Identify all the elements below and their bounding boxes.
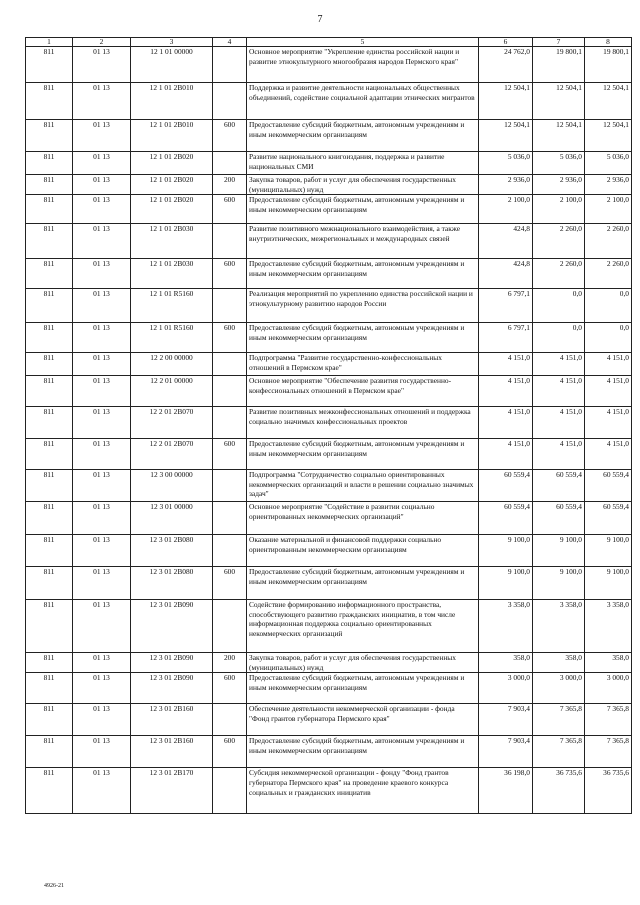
cell-amount-year2: 12 504,1 <box>533 83 585 120</box>
cell-expense-type: 600 <box>213 439 247 470</box>
cell-target-article: 12 1 01 2B010 <box>131 83 213 120</box>
cell-department-code: 811 <box>26 502 73 535</box>
cell-section-code: 01 13 <box>73 120 131 152</box>
cell-amount-year3: 0,0 <box>585 323 632 353</box>
cell-expense-type <box>213 376 247 407</box>
cell-section-code: 01 13 <box>73 323 131 353</box>
cell-section-code: 01 13 <box>73 439 131 470</box>
cell-amount-year3: 358,0 <box>585 653 632 673</box>
cell-amount-year1: 3 000,0 <box>479 673 533 704</box>
cell-target-article: 12 1 01 R5160 <box>131 289 213 323</box>
cell-amount-year2: 2 260,0 <box>533 224 585 259</box>
cell-amount-year1: 4 151,0 <box>479 407 533 439</box>
cell-amount-year2: 4 151,0 <box>533 439 585 470</box>
cell-section-code: 01 13 <box>73 376 131 407</box>
cell-expense-type <box>213 353 247 376</box>
column-header: 6 <box>479 38 533 47</box>
table-row <box>26 470 632 502</box>
cell-expense-type: 600 <box>213 259 247 289</box>
cell-description: Подпрограмма "Развитие государственно-конфессиональных отношений в Пермском крае" <box>247 353 479 376</box>
cell-section-code: 01 13 <box>73 224 131 259</box>
cell-section-code: 01 13 <box>73 567 131 600</box>
cell-department-code: 811 <box>26 83 73 120</box>
cell-department-code: 811 <box>26 653 73 673</box>
cell-expense-type <box>213 768 247 814</box>
cell-amount-year2: 2 936,0 <box>533 175 585 195</box>
cell-target-article: 12 2 01 2B070 <box>131 407 213 439</box>
cell-section-code: 01 13 <box>73 502 131 535</box>
cell-amount-year3: 4 151,0 <box>585 407 632 439</box>
cell-target-article: 12 1 01 2B020 <box>131 175 213 195</box>
cell-target-article: 12 3 01 2B090 <box>131 673 213 704</box>
column-header: 3 <box>131 38 213 47</box>
cell-amount-year3: 60 559,4 <box>585 502 632 535</box>
cell-expense-type <box>213 224 247 259</box>
cell-target-article: 12 3 01 2B080 <box>131 535 213 567</box>
cell-amount-year1: 9 100,0 <box>479 567 533 600</box>
cell-amount-year3: 2 100,0 <box>585 195 632 224</box>
table-row <box>26 259 632 289</box>
cell-description: Основное мероприятие "Укрепление единства российской нации и развитие этнокультурного многообразия народов Пермского края" <box>247 47 479 83</box>
table-row <box>26 152 632 175</box>
cell-amount-year1: 3 358,0 <box>479 600 533 653</box>
cell-amount-year2: 0,0 <box>533 289 585 323</box>
cell-amount-year2: 0,0 <box>533 323 585 353</box>
cell-target-article: 12 2 01 2B070 <box>131 439 213 470</box>
cell-description: Развитие позитивных межконфессиональных отношений и поддержка социально значимых конфессиональных проектов <box>247 407 479 439</box>
cell-department-code: 811 <box>26 224 73 259</box>
cell-amount-year2: 358,0 <box>533 653 585 673</box>
cell-amount-year2: 9 100,0 <box>533 567 585 600</box>
cell-description: Предоставление субсидий бюджетным, автономным учреждениям и иным некоммерческим организациям <box>247 673 479 704</box>
cell-section-code: 01 13 <box>73 353 131 376</box>
table-row <box>26 289 632 323</box>
cell-amount-year3: 19 800,1 <box>585 47 632 83</box>
page-number: 7 <box>317 14 323 25</box>
cell-department-code: 811 <box>26 673 73 704</box>
cell-description: Развитие позитивного межнационального взаимодействия, а также внутриэтнических, межрегиональных и международных связей <box>247 224 479 259</box>
cell-target-article: 12 1 01 R5160 <box>131 323 213 353</box>
cell-amount-year1: 5 036,0 <box>479 152 533 175</box>
cell-description: Субсидия некоммерческой организации - фонду "Фонд грантов губернатора Пермского края" на проведение краевого конкурса социальных и гражданских инициатив <box>247 768 479 814</box>
cell-section-code: 01 13 <box>73 600 131 653</box>
table-row <box>26 502 632 535</box>
table-row <box>26 224 632 259</box>
cell-target-article: 12 1 01 2B030 <box>131 224 213 259</box>
header-row <box>26 38 632 47</box>
cell-expense-type: 600 <box>213 323 247 353</box>
cell-target-article: 12 3 01 2B170 <box>131 768 213 814</box>
cell-description: Закупка товаров, работ и услуг для обеспечения государственных (муниципальных) нужд <box>247 175 479 195</box>
cell-section-code: 01 13 <box>73 535 131 567</box>
cell-expense-type: 600 <box>213 195 247 224</box>
cell-department-code: 811 <box>26 152 73 175</box>
cell-description: Реализация мероприятий по укреплению единства российской нации и этнокультурному развитию народов России <box>247 289 479 323</box>
cell-amount-year1: 12 504,1 <box>479 83 533 120</box>
cell-amount-year3: 12 504,1 <box>585 120 632 152</box>
cell-amount-year1: 2 100,0 <box>479 195 533 224</box>
cell-department-code: 811 <box>26 704 73 736</box>
cell-amount-year1: 24 762,0 <box>479 47 533 83</box>
cell-amount-year1: 9 100,0 <box>479 535 533 567</box>
cell-amount-year3: 9 100,0 <box>585 567 632 600</box>
cell-amount-year3: 2 260,0 <box>585 224 632 259</box>
cell-amount-year2: 19 800,1 <box>533 47 585 83</box>
cell-amount-year1: 12 504,1 <box>479 120 533 152</box>
table-row <box>26 567 632 600</box>
cell-target-article: 12 2 01 00000 <box>131 376 213 407</box>
cell-section-code: 01 13 <box>73 704 131 736</box>
cell-amount-year1: 36 198,0 <box>479 768 533 814</box>
cell-amount-year3: 60 559,4 <box>585 470 632 502</box>
table-row <box>26 353 632 376</box>
cell-amount-year3: 36 735,6 <box>585 768 632 814</box>
cell-expense-type <box>213 289 247 323</box>
cell-expense-type <box>213 152 247 175</box>
cell-amount-year1: 424,8 <box>479 259 533 289</box>
table-row <box>26 439 632 470</box>
cell-description: Содействие формированию информационного пространства, способствующего развитию гражданских инициатив, в том числе информационная поддержка социально ориентированных некоммерческих организаций <box>247 600 479 653</box>
cell-amount-year1: 6 797,1 <box>479 323 533 353</box>
cell-target-article: 12 3 01 2B160 <box>131 736 213 768</box>
cell-section-code: 01 13 <box>73 83 131 120</box>
cell-expense-type: 600 <box>213 673 247 704</box>
footer-code: 4926-21 <box>44 883 64 889</box>
cell-amount-year2: 4 151,0 <box>533 353 585 376</box>
cell-department-code: 811 <box>26 535 73 567</box>
table-row <box>26 83 632 120</box>
cell-amount-year2: 3 000,0 <box>533 673 585 704</box>
cell-amount-year1: 60 559,4 <box>479 470 533 502</box>
cell-target-article: 12 3 00 00000 <box>131 470 213 502</box>
column-header: 1 <box>26 38 73 47</box>
table-row <box>26 768 632 814</box>
cell-description: Основное мероприятие "Содействие в развитии социально ориентированных некоммерческих организаций" <box>247 502 479 535</box>
cell-target-article: 12 2 00 00000 <box>131 353 213 376</box>
cell-amount-year1: 4 151,0 <box>479 376 533 407</box>
table-row <box>26 47 632 83</box>
cell-department-code: 811 <box>26 470 73 502</box>
cell-description: Предоставление субсидий бюджетным, автономным учреждениям и иным некоммерческим организациям <box>247 323 479 353</box>
cell-department-code: 811 <box>26 47 73 83</box>
cell-department-code: 811 <box>26 195 73 224</box>
cell-target-article: 12 3 01 2B080 <box>131 567 213 600</box>
cell-amount-year3: 2 936,0 <box>585 175 632 195</box>
cell-section-code: 01 13 <box>73 407 131 439</box>
table-body <box>26 47 632 814</box>
cell-target-article: 12 3 01 00000 <box>131 502 213 535</box>
cell-section-code: 01 13 <box>73 653 131 673</box>
budget-table <box>25 37 632 814</box>
cell-description: Основное мероприятие "Обеспечение развития государственно-конфессиональных отношений в Пермском крае" <box>247 376 479 407</box>
cell-amount-year2: 4 151,0 <box>533 407 585 439</box>
table-row <box>26 175 632 195</box>
cell-target-article: 12 3 01 2B090 <box>131 600 213 653</box>
cell-amount-year2: 3 358,0 <box>533 600 585 653</box>
table-row <box>26 195 632 224</box>
cell-amount-year3: 5 036,0 <box>585 152 632 175</box>
cell-department-code: 811 <box>26 259 73 289</box>
cell-expense-type <box>213 407 247 439</box>
cell-department-code: 811 <box>26 407 73 439</box>
cell-amount-year3: 7 365,8 <box>585 736 632 768</box>
cell-description: Предоставление субсидий бюджетным, автономным учреждениям и иным некоммерческим организациям <box>247 567 479 600</box>
cell-expense-type <box>213 470 247 502</box>
cell-amount-year2: 12 504,1 <box>533 120 585 152</box>
cell-amount-year3: 12 504,1 <box>585 83 632 120</box>
cell-description: Предоставление субсидий бюджетным, автономным учреждениям и иным некоммерческим организациям <box>247 195 479 224</box>
cell-target-article: 12 1 01 2B010 <box>131 120 213 152</box>
cell-amount-year3: 0,0 <box>585 289 632 323</box>
cell-department-code: 811 <box>26 376 73 407</box>
cell-section-code: 01 13 <box>73 470 131 502</box>
table-row <box>26 407 632 439</box>
cell-department-code: 811 <box>26 768 73 814</box>
cell-amount-year2: 9 100,0 <box>533 535 585 567</box>
cell-amount-year1: 60 559,4 <box>479 502 533 535</box>
cell-amount-year3: 9 100,0 <box>585 535 632 567</box>
table-row <box>26 600 632 653</box>
cell-amount-year1: 4 151,0 <box>479 353 533 376</box>
cell-section-code: 01 13 <box>73 152 131 175</box>
cell-description: Закупка товаров, работ и услуг для обеспечения государственных (муниципальных) нужд <box>247 653 479 673</box>
cell-description: Развитие национального книгоиздания, поддержка и развитие национальных СМИ <box>247 152 479 175</box>
cell-expense-type: 200 <box>213 175 247 195</box>
cell-department-code: 811 <box>26 736 73 768</box>
column-header: 2 <box>73 38 131 47</box>
cell-target-article: 12 3 01 2B160 <box>131 704 213 736</box>
cell-amount-year3: 2 260,0 <box>585 259 632 289</box>
cell-amount-year1: 424,8 <box>479 224 533 259</box>
cell-description: Предоставление субсидий бюджетным, автономным учреждениям и иным некоммерческим организациям <box>247 120 479 152</box>
cell-expense-type: 600 <box>213 736 247 768</box>
cell-expense-type: 200 <box>213 653 247 673</box>
table-row <box>26 323 632 353</box>
cell-amount-year1: 7 903,4 <box>479 704 533 736</box>
table-row <box>26 376 632 407</box>
cell-amount-year3: 4 151,0 <box>585 439 632 470</box>
cell-target-article: 12 1 01 00000 <box>131 47 213 83</box>
cell-amount-year2: 5 036,0 <box>533 152 585 175</box>
cell-amount-year1: 2 936,0 <box>479 175 533 195</box>
cell-department-code: 811 <box>26 353 73 376</box>
cell-section-code: 01 13 <box>73 259 131 289</box>
cell-amount-year2: 7 365,8 <box>533 704 585 736</box>
cell-amount-year3: 4 151,0 <box>585 353 632 376</box>
cell-amount-year2: 7 365,8 <box>533 736 585 768</box>
cell-expense-type <box>213 704 247 736</box>
cell-amount-year3: 3 000,0 <box>585 673 632 704</box>
cell-department-code: 811 <box>26 567 73 600</box>
cell-section-code: 01 13 <box>73 47 131 83</box>
cell-target-article: 12 1 01 2B020 <box>131 195 213 224</box>
column-header: 8 <box>585 38 632 47</box>
cell-section-code: 01 13 <box>73 736 131 768</box>
cell-description: Предоставление субсидий бюджетным, автономным учреждениям и иным некоммерческим организациям <box>247 439 479 470</box>
cell-section-code: 01 13 <box>73 768 131 814</box>
cell-amount-year3: 7 365,8 <box>585 704 632 736</box>
cell-amount-year1: 4 151,0 <box>479 439 533 470</box>
cell-description: Оказание материальной и финансовой поддержки социально ориентированным некоммерческим организациям <box>247 535 479 567</box>
cell-expense-type: 600 <box>213 567 247 600</box>
cell-amount-year1: 358,0 <box>479 653 533 673</box>
cell-amount-year2: 2 100,0 <box>533 195 585 224</box>
table-row <box>26 736 632 768</box>
cell-department-code: 811 <box>26 175 73 195</box>
cell-description: Предоставление субсидий бюджетным, автономным учреждениям и иным некоммерческим организациям <box>247 736 479 768</box>
cell-department-code: 811 <box>26 289 73 323</box>
cell-expense-type <box>213 502 247 535</box>
cell-department-code: 811 <box>26 600 73 653</box>
cell-department-code: 811 <box>26 439 73 470</box>
cell-target-article: 12 1 01 2B030 <box>131 259 213 289</box>
cell-section-code: 01 13 <box>73 673 131 704</box>
table-row <box>26 535 632 567</box>
cell-description: Обеспечение деятельности некоммерческой организации - фонда "Фонд грантов губернатора Пермского края" <box>247 704 479 736</box>
table-row <box>26 120 632 152</box>
cell-description: Предоставление субсидий бюджетным, автономным учреждениям и иным некоммерческим организациям <box>247 259 479 289</box>
cell-amount-year2: 4 151,0 <box>533 376 585 407</box>
cell-department-code: 811 <box>26 323 73 353</box>
cell-expense-type <box>213 600 247 653</box>
cell-expense-type <box>213 83 247 120</box>
cell-section-code: 01 13 <box>73 195 131 224</box>
cell-description: Подпрограмма "Сотрудничество социально ориентированных некоммерческих организаций и власти в решении социально значимых задач" <box>247 470 479 502</box>
cell-section-code: 01 13 <box>73 175 131 195</box>
cell-amount-year2: 36 735,6 <box>533 768 585 814</box>
table-row <box>26 704 632 736</box>
cell-expense-type: 600 <box>213 120 247 152</box>
cell-amount-year2: 60 559,4 <box>533 470 585 502</box>
column-header: 4 <box>213 38 247 47</box>
table-row <box>26 653 632 673</box>
cell-amount-year3: 4 151,0 <box>585 376 632 407</box>
cell-amount-year1: 7 903,4 <box>479 736 533 768</box>
cell-expense-type <box>213 47 247 83</box>
table-row <box>26 673 632 704</box>
cell-department-code: 811 <box>26 120 73 152</box>
cell-amount-year2: 60 559,4 <box>533 502 585 535</box>
cell-amount-year1: 6 797,1 <box>479 289 533 323</box>
cell-expense-type <box>213 535 247 567</box>
cell-section-code: 01 13 <box>73 289 131 323</box>
cell-amount-year2: 2 260,0 <box>533 259 585 289</box>
cell-target-article: 12 1 01 2B020 <box>131 152 213 175</box>
column-header: 5 <box>247 38 479 47</box>
column-header: 7 <box>533 38 585 47</box>
cell-description: Поддержка и развитие деятельности национальных общественных объединений, содействие социальной адаптации этнических мигрантов <box>247 83 479 120</box>
cell-amount-year3: 3 358,0 <box>585 600 632 653</box>
cell-target-article: 12 3 01 2B090 <box>131 653 213 673</box>
